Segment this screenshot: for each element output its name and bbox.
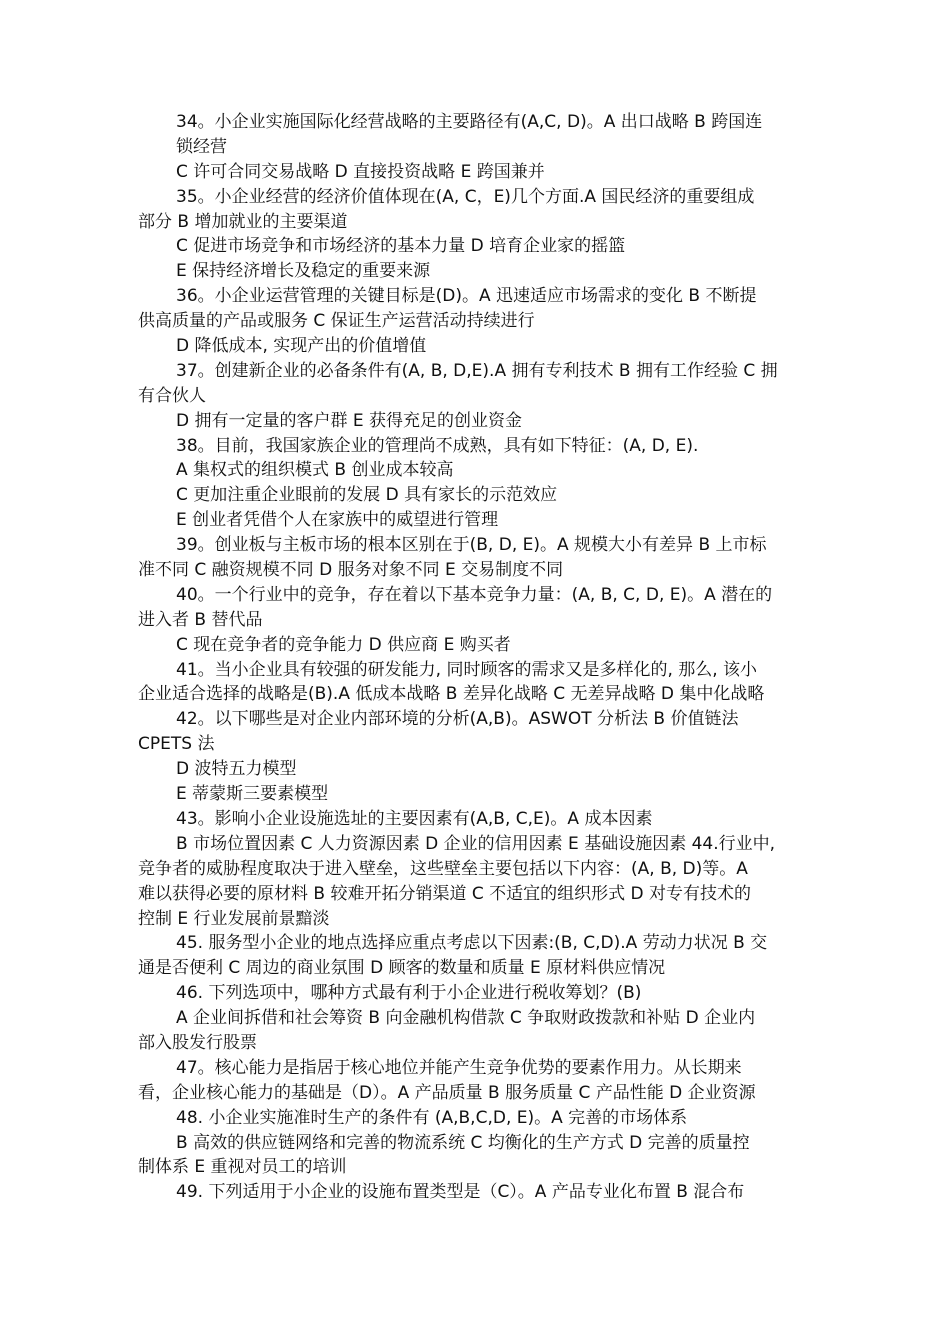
text-line: E 保持经济增长及稳定的重要来源 [176, 261, 431, 282]
text-line: D 拥有一定量的客户群 E 获得充足的创业资金 [176, 410, 523, 431]
text-line: 企业适合选择的战略是(B).A 低成本战略 B 差异化战略 C 无差异战略 D 集中化战略 [138, 684, 765, 705]
text-line: 38。目前，我国家族企业的管理尚不成熟，具有如下特征：(A, D, E). [176, 435, 699, 456]
text-line: C 许可合同交易战略 D 直接投资战略 E 跨国兼并 [176, 161, 545, 182]
text-line: 部入股发行股票 [138, 1032, 257, 1053]
text-line: 46. 下列选项中，哪种方式最有利于小企业进行税收筹划？(B) [176, 983, 642, 1004]
text-line: CPETS 法 [138, 734, 215, 755]
text-line: 45. 服务型小企业的地点选择应重点考虑以下因素:(B, C,D).A 劳动力状况 B 交 [176, 933, 768, 954]
text-line: 通是否便利 C 周边的商业氛围 D 顾客的数量和质量 E 原材料供应情况 [138, 958, 666, 979]
text-line: D 降低成本, 实现产出的价值增值 [176, 336, 427, 357]
text-line: 供高质量的产品或服务 C 保证生产运营活动持续进行 [138, 311, 535, 332]
text-line: 34。小企业实施国际化经营战略的主要路径有(A,C, D)。A 出口战略 B 跨国连 [176, 112, 763, 132]
text-line: 锁经营 [176, 136, 227, 157]
text-line: 48. 小企业实施准时生产的条件有 (A,B,C,D, E)。A 完善的市场体系 [176, 1107, 688, 1128]
text-line: 制体系 E 重视对员工的培训 [138, 1157, 347, 1178]
text-line: B 高效的供应链网络和完善的物流系统 C 均衡化的生产方式 D 完善的质量控 [176, 1132, 750, 1153]
text-line: 控制 E 行业发展前景黯淡 [138, 908, 330, 929]
text-line: 36。小企业运营管理的关键目标是(D)。A 迅速适应市场需求的变化 B 不断提 [176, 286, 757, 307]
text-line: 35。小企业经营的经济价值体现在(A, C，E)几个方面.A 国民经济的重要组成 [176, 186, 755, 207]
text-line: E 蒂蒙斯三要素模型 [176, 784, 329, 805]
text-line: 40。一个行业中的竞争，存在着以下基本竞争力量：(A, B, C, D, E)。A 潜在的 [176, 584, 773, 605]
text-line: 进入者 B 替代品 [138, 609, 263, 630]
text-line: 竞争者的威胁程度取决于进入壁垒，这些壁垒主要包括以下内容：(A, B, D)等。A [138, 858, 748, 879]
document-body [138, 110, 828, 1205]
text-line: 看，企业核心能力的基础是（D）。A 产品质量 B 服务质量 C 产品性能 D 企业资源 [138, 1082, 756, 1103]
text-line: A 集权式的组织模式 B 创业成本较高 [176, 460, 454, 481]
text-line: C 现在竞争者的竞争能力 D 供应商 E 购买者 [176, 634, 511, 655]
text-line: 43。影响小企业设施选址的主要因素有(A,B, C,E)。A 成本因素 [176, 808, 653, 829]
text-line: 42。以下哪些是对企业内部环境的分析(A,B)。ASWOT 分析法 B 价值链法 [176, 709, 739, 730]
text-line: 41。当小企业具有较强的研发能力, 同时顾客的需求又是多样化的, 那么, 该小 [176, 659, 758, 680]
text-line: 部分 B 增加就业的主要渠道 [138, 211, 348, 232]
text-line: 37。创建新企业的必备条件有(A, B, D,E).A 拥有专利技术 B 拥有工作经验 C 拥 [176, 360, 778, 381]
text-line: 难以获得必要的原材料 B 较难开拓分销渠道 C 不适宜的组织形式 D 对专有技术的 [138, 883, 752, 904]
text-line: E 创业者凭借个人在家族中的威望进行管理 [176, 510, 499, 531]
text-line: D 波特五力模型 [176, 759, 297, 780]
text-line: 47。核心能力是指居于核心地位并能产生竞争优势的要素作用力。从长期来 [176, 1057, 742, 1078]
text-line: C 更加注重企业眼前的发展 D 具有家长的示范效应 [176, 485, 558, 506]
text-line: C 促进市场竞争和市场经济的基本力量 D 培育企业家的摇篮 [176, 236, 626, 257]
text-line: B 市场位置因素 C 人力资源因素 D 企业的信用因素 E 基础设施因素 44.行业中, [176, 833, 776, 854]
text-line: 有合伙人 [138, 385, 206, 406]
text-line: A 企业间拆借和社会筹资 B 向金融机构借款 C 争取财政拨款和补贴 D 企业内 [176, 1008, 756, 1029]
text-line: 准不同 C 融资规模不同 D 服务对象不同 E 交易制度不同 [138, 560, 564, 581]
text-line: 49. 下列适用于小企业的设施布置类型是（C）。A 产品专业化布置 B 混合布 [176, 1182, 745, 1203]
text-line: 39。创业板与主板市场的根本区别在于(B, D, E)。A 规模大小有差异 B 上市标 [176, 535, 767, 556]
